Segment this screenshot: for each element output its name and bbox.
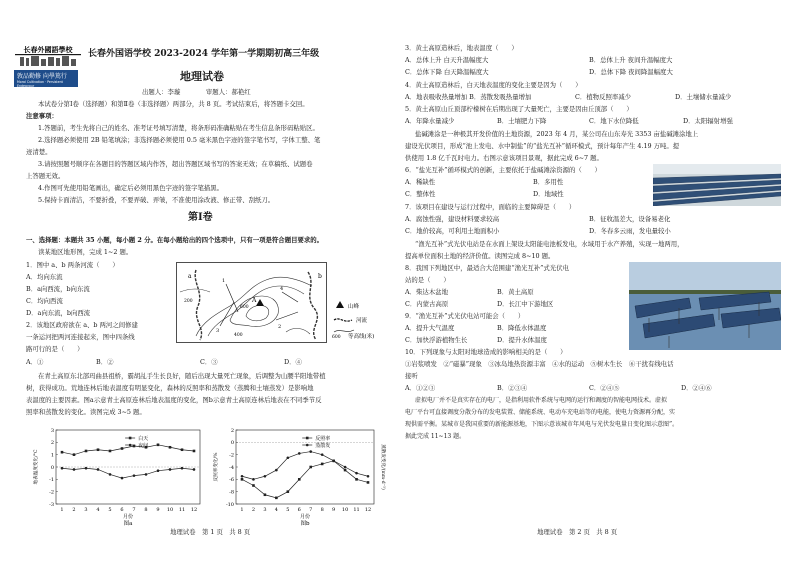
q10-items-tail: 接听 [405, 372, 418, 380]
note-line: 迹清楚。 [26, 148, 52, 156]
x-tick-label: 1 [240, 507, 244, 513]
chart-b [210, 422, 390, 526]
motto-cn: 敦品勤修 向學篤行 [17, 73, 67, 80]
note-line: 5.保持卡面清洁，不要折叠，不要弄破、弄皱，不准使用涂改液、修正带、刮纸刀。 [38, 196, 275, 204]
data-point [157, 444, 160, 447]
data-point [355, 472, 358, 475]
legend-marker [306, 444, 309, 447]
x-tick-label: 8 [144, 507, 148, 513]
x-tick-label: 12 [190, 507, 198, 513]
question-7: 7．该项目在建设与运行过程中，面临的主要障碍是（ ） [405, 203, 576, 211]
x-tick-label: 1 [60, 507, 64, 513]
q6-option: D．地域性 [533, 190, 564, 198]
x-tick-label: 2 [72, 507, 76, 513]
q4-option: A．地表吸收热量增加 B．蒸散发吸热量增加 [405, 93, 532, 101]
data-point [181, 467, 184, 470]
data-point [275, 497, 278, 500]
y-tick-label: 0 [230, 440, 234, 447]
x-tick-label: 11 [353, 507, 360, 513]
data-point [344, 469, 347, 472]
q5-option: C．地下水位降低 [589, 117, 639, 125]
salt-solar-photo [653, 164, 781, 206]
motto-en: Moral Cultivation · Persistent Endeavour [17, 80, 63, 88]
data-point [181, 448, 184, 451]
q7-option: A．腐蚀性强，建设材料要求较高 [405, 215, 500, 223]
data-point [73, 468, 76, 471]
x-tick-label: 4 [96, 507, 100, 513]
authors: 出题人：李璇 审题人：郝艳红 [142, 88, 251, 96]
note-line: 4.作图可先使用铅笔画出，确定后必须用黑色字迹的签字笔描黑。 [38, 184, 224, 192]
data-point [61, 451, 64, 454]
q9-option: B．降低水体温度 [497, 324, 547, 332]
q5-option: D．太阳辐射增强 [683, 117, 733, 125]
data-point [298, 478, 301, 481]
data-point [109, 473, 112, 476]
data-point [275, 469, 278, 472]
data-point [309, 450, 312, 453]
y-tick-label: 2 [50, 440, 54, 447]
data-point [85, 467, 88, 470]
y-tick-label: -8 [229, 489, 234, 496]
q1-option: D．a向东流，b向西流 [26, 309, 91, 317]
q3-option: C．总体下降 白天降温幅度大 [405, 68, 489, 76]
data-point [193, 450, 196, 453]
x-axis-label: 月份 [122, 514, 134, 520]
data-point [97, 468, 100, 471]
y-tick-label: -4 [229, 464, 234, 471]
question-3: 3．黄土高原造林后，地表温度（ ） [405, 44, 518, 52]
passage-line: 树，获得成功。荒地连林后地表温度有明显变化，森林的反照率和蒸散发（蒸腾和土壤蒸发）是影响地 [26, 384, 314, 392]
data-point [109, 450, 112, 453]
x-tick-label: 11 [178, 507, 186, 513]
q7-option: C．地价较高，可利用土地面积小 [405, 227, 500, 235]
q4-option: C．植物反照率减少 [575, 93, 632, 101]
data-point [367, 475, 370, 478]
question-6: 6．“盐光互补”循环模式的创新，主要依托于盐碱滩涂资源的（ ） [405, 166, 601, 174]
q10-items: ①岩浆喷发 ②“磁暴”现象 ③冰岛地热资源丰富 ④水的运动 ⑤树木生长 ⑥干扰有线电话 [405, 360, 674, 368]
q6-option: C．整体性 [405, 190, 436, 198]
q10-option: A．①②③ [405, 384, 436, 392]
q8-option: D．长江中下游地区 [497, 300, 554, 308]
svg-text:200: 200 [184, 299, 193, 304]
q7-option: B．征收温差大，设备易老化 [589, 215, 671, 223]
q2-option: C．③ [200, 358, 218, 366]
svg-text:长春外國語學校: 长春外國語學校 [23, 45, 73, 54]
note-line: 2.选择题必须使用 2B 铅笔填涂；非选择题必须使用 0.5 毫米黑色字迹的签字笔书写，字体工整、笔 [38, 136, 321, 144]
q6-option: B．多用性 [533, 178, 564, 186]
y-tick-label: 3 [50, 427, 54, 434]
x-tick-label: 5 [286, 507, 290, 513]
data-point [85, 450, 88, 453]
question-9: 9．“渔光互补”式光伏电站可能会（ ） [405, 312, 525, 320]
x-tick-label: 6 [120, 507, 124, 513]
x-tick-label: 10 [341, 507, 349, 513]
fishery-solar-photo [629, 262, 781, 350]
q7-option: D．冬春多云雨，发电量较小 [589, 227, 671, 235]
q5-option: A．年降水量减少 [405, 117, 455, 125]
x-tick-label: 8 [320, 507, 324, 513]
data-point [367, 481, 370, 484]
svg-text:600: 600 [332, 335, 341, 340]
question-5: 5．黄土高原山丘顶部柠檬树在后期出现了大量死亡，主要是因由丘顶部（ ） [405, 105, 633, 113]
data-point [73, 453, 76, 456]
data-point [145, 473, 148, 476]
data-point [169, 468, 172, 471]
intro: 本试卷分第Ⅰ卷（选择题）和第Ⅱ卷（非选择题）两部分，共 8 页。考试结束后，将答题卡交回。 [38, 100, 309, 108]
x-tick-label: 9 [332, 507, 336, 513]
passage4-line: 电厂平台可直接调度分散分布的发电装置、储能系统、电动车充电站等的电能，使电力资源再分配，实 [405, 409, 676, 416]
legend-label: 白天 [138, 435, 149, 442]
q10-option: B．②③④ [497, 384, 528, 392]
y2-axis-label: 蒸散发变化/(mm·d⁻¹) [380, 444, 385, 490]
y-tick-label: -2 [49, 489, 54, 496]
q3-option: A．总体上升 白天升温幅度大 [405, 56, 489, 64]
note-line: 1.答题前，考生先将自己的姓名、准考证号填写清楚，将条形码准确粘贴在考生信息条形码粘贴区。 [38, 124, 319, 132]
subject-title: 地理试卷 [180, 70, 224, 83]
legend-label: 夜间 [138, 442, 149, 449]
note-line: 3.请按照题号顺序在各题目的答题区域内作答，超出答题区域书写的答案无效；在草稿纸、试题卷 [38, 160, 313, 168]
y-tick-label: 2 [230, 427, 234, 434]
passage3-line: 提高单位面积土地的经济价值。读图完成 8~10 题。 [405, 252, 555, 260]
passage-line: 照率和蒸散发的变化。读图完成 3~5 题。 [26, 408, 146, 416]
y-tick-label: 1 [50, 452, 54, 459]
legend-marker [129, 437, 132, 440]
data-point [287, 490, 290, 493]
school-motto-banner [14, 70, 78, 87]
y-axis-label: 反照率变化/% [214, 452, 219, 482]
svg-text:1: 1 [222, 278, 226, 284]
question-2: 2．该地区政府欲在 a、b 两河之间修建 [26, 321, 138, 329]
legend-marker [129, 444, 132, 447]
q5-option: B．土壤肥力下降 [497, 117, 547, 125]
svg-text:600: 600 [240, 305, 249, 310]
passage-line: 表温度的主要因素。图a示意青土高原连林后地表温度的变化，图b示意青土高原连林后地表在不同季节反 [26, 396, 322, 404]
x-tick-label: 7 [132, 507, 136, 513]
data-point [264, 493, 267, 496]
q9-option: A．提升大气温度 [405, 324, 455, 332]
data-point [121, 477, 124, 480]
data-point [252, 478, 255, 481]
data-point [332, 460, 335, 463]
x-tick-label: 7 [309, 507, 313, 513]
x-tick-label: 6 [297, 507, 301, 513]
q1-option: A．均向东流 [26, 273, 63, 281]
series-line-2 [62, 468, 194, 478]
page-right [397, 0, 794, 561]
y-tick-label: -2 [229, 452, 234, 459]
passage4-line: 据此完成 11~13 题。 [405, 433, 466, 440]
data-point [133, 474, 136, 477]
y-tick-label: -3 [49, 501, 54, 508]
notes-heading: 注意事项： [26, 112, 58, 120]
passage2-line: 建设光伏项目，形成“池上发电、水中制盐”的“盐光互补”循环模式，预计每年产生 4.19 万吨。提 [405, 142, 680, 150]
q6-option: A．稀缺性 [405, 178, 436, 186]
part1-instruction: 一、选择题：本题共 35 小题，每小题 2 分。在每小题给出的四个选项中，只有一项是符合题目要求的。 [26, 236, 324, 244]
question-2: 一条运河把两河连接起来，图中四条线 [26, 333, 135, 341]
svg-text:2: 2 [278, 324, 282, 330]
svg-text:b: b [318, 273, 322, 280]
svg-text:3: 3 [216, 328, 220, 334]
q3-option: D．总体下降 夜间降温幅度大 [589, 68, 673, 76]
svg-text:河流: 河流 [356, 318, 368, 324]
passage4-line: 现供需平衡。某城市是我国重要的新能源基地，下图示意该城市年风电与光伏发电量日变化图示意图”。 [405, 421, 679, 428]
svg-text:400: 400 [234, 333, 243, 338]
data-point [264, 475, 267, 478]
q8-option: A．柴达木盆地 [405, 288, 448, 296]
series-line-2 [242, 452, 368, 480]
passage2-line: 供使用 1.8 亿千瓦时电力。右图示意该项目景观，据此完成 6~7 题。 [405, 154, 603, 162]
x-tick-label: 12 [364, 507, 372, 513]
q2-option: A．① [26, 358, 44, 366]
q8-option: C．内蒙古高原 [405, 300, 449, 308]
map-intro: 读某地区地形图，完成 1~2 题。 [38, 248, 133, 256]
footer-left: 地理试卷 第 1 页 共 8 页 [170, 528, 251, 536]
exam-title: 长春外国语学校 2023-2024 学年第一学期期初高三年级 [88, 49, 320, 59]
svg-text:山峰: 山峰 [348, 304, 360, 310]
x-tick-label: 2 [251, 507, 256, 513]
figure-caption: 图a [123, 521, 133, 526]
svg-text:a: a [188, 273, 192, 280]
x-tick-label: 10 [166, 507, 174, 513]
data-point [309, 466, 312, 469]
question-2: 路可行的是（ ） [26, 345, 84, 353]
q10-option: D．②④⑥ [681, 384, 712, 392]
x-tick-label: 9 [156, 507, 160, 513]
y-tick-label: -1 [49, 477, 54, 484]
x-tick-label: 4 [274, 507, 278, 513]
x-tick-label: 3 [263, 507, 267, 513]
topographic-map [176, 262, 382, 352]
part1-title: 第Ⅰ卷 [188, 212, 213, 223]
svg-text:A: A [252, 297, 257, 304]
q8-option: B．黄土高原 [497, 288, 534, 296]
y-tick-label: 0 [50, 464, 54, 471]
series-line-1 [242, 461, 368, 498]
x-tick-label: 3 [84, 507, 88, 513]
passage2-line: 盐碱滩涂是一种极其开发价值的土地资源，2023 年 4 月，某公司在山东寿光 3353 亩盐碱滩涂地上 [415, 130, 699, 138]
footer-right: 地理试卷 第 2 页 共 8 页 [537, 528, 618, 536]
q9-option: C．加快浮游植物生长 [405, 336, 468, 344]
legend-label: 反照率 [315, 435, 331, 442]
question-10: 10．下列现象与太阳对地球造成的影响相关的是（ ） [405, 348, 567, 356]
q4-option: D．土壤储水量减少 [675, 93, 732, 101]
question-1: 1．图中 a、b 两条河流（ ） [26, 261, 119, 269]
passage4-line: 虚拟电厂并不是真实存在的电厂，是指利用软件系统与电网的运行和调度的智能电网技术。虚拟 [415, 397, 668, 404]
q9-option: D．提升水体温度 [497, 336, 547, 344]
q2-option: B．② [96, 358, 114, 366]
svg-text:等高线(米): 等高线(米) [348, 334, 375, 340]
data-point [252, 484, 255, 487]
data-point [241, 475, 244, 478]
data-point [157, 469, 160, 472]
y-axis-label: 地表温度变化/°C [34, 449, 39, 485]
passage3-line: “渔光互补”式光伏电站是在水面上架设太阳能电池板发电，水域用于水产养殖，实现一地两用， [415, 240, 684, 248]
x-tick-label: 5 [108, 507, 112, 513]
question-8: 站的是（ ） [405, 276, 450, 284]
data-point [97, 448, 100, 451]
x-axis-label: 月份 [299, 514, 311, 520]
question-8: 8．我国下列地区中，最适合大范围建“渔光互补”式光伏电 [405, 264, 569, 272]
data-point [321, 463, 324, 466]
plot-frame [236, 430, 374, 504]
q1-option: B．a向西流，b向东流 [26, 285, 90, 293]
q1-option: C．均向西流 [26, 297, 63, 305]
school-logo [14, 44, 82, 68]
chart-a [30, 422, 206, 526]
q3-option: B．总体上升 夜间升温幅度大 [589, 56, 673, 64]
data-point [241, 478, 244, 481]
data-point [121, 447, 124, 450]
y-tick-label: -6 [229, 477, 234, 484]
q2-option: D．④ [284, 358, 302, 366]
legend-marker [306, 437, 309, 440]
data-point [321, 453, 324, 456]
series-line-1 [62, 445, 194, 455]
question-4: 4．黄土高原造林后，白天地表温度的变化主要是因为（ ） [405, 81, 582, 89]
note-line: 上答题无效。 [26, 172, 65, 180]
data-point [61, 467, 64, 470]
data-point [355, 478, 358, 481]
figure-caption: 图b [300, 521, 310, 526]
data-point [193, 468, 196, 471]
data-point [169, 446, 172, 449]
data-point [287, 456, 290, 459]
data-point [344, 466, 347, 469]
y-tick-label: -10 [225, 501, 234, 508]
q10-option: C．②④⑤ [589, 384, 620, 392]
svg-text:4: 4 [280, 286, 284, 292]
legend-label: 蒸散发 [315, 442, 331, 449]
data-point [298, 452, 301, 455]
passage-line: 在青土高原东北部玛曲县祖桥，霸胡乩手生长良好，随后出现大量死亡现象，后调整为山腰半阳地带植 [38, 372, 326, 380]
